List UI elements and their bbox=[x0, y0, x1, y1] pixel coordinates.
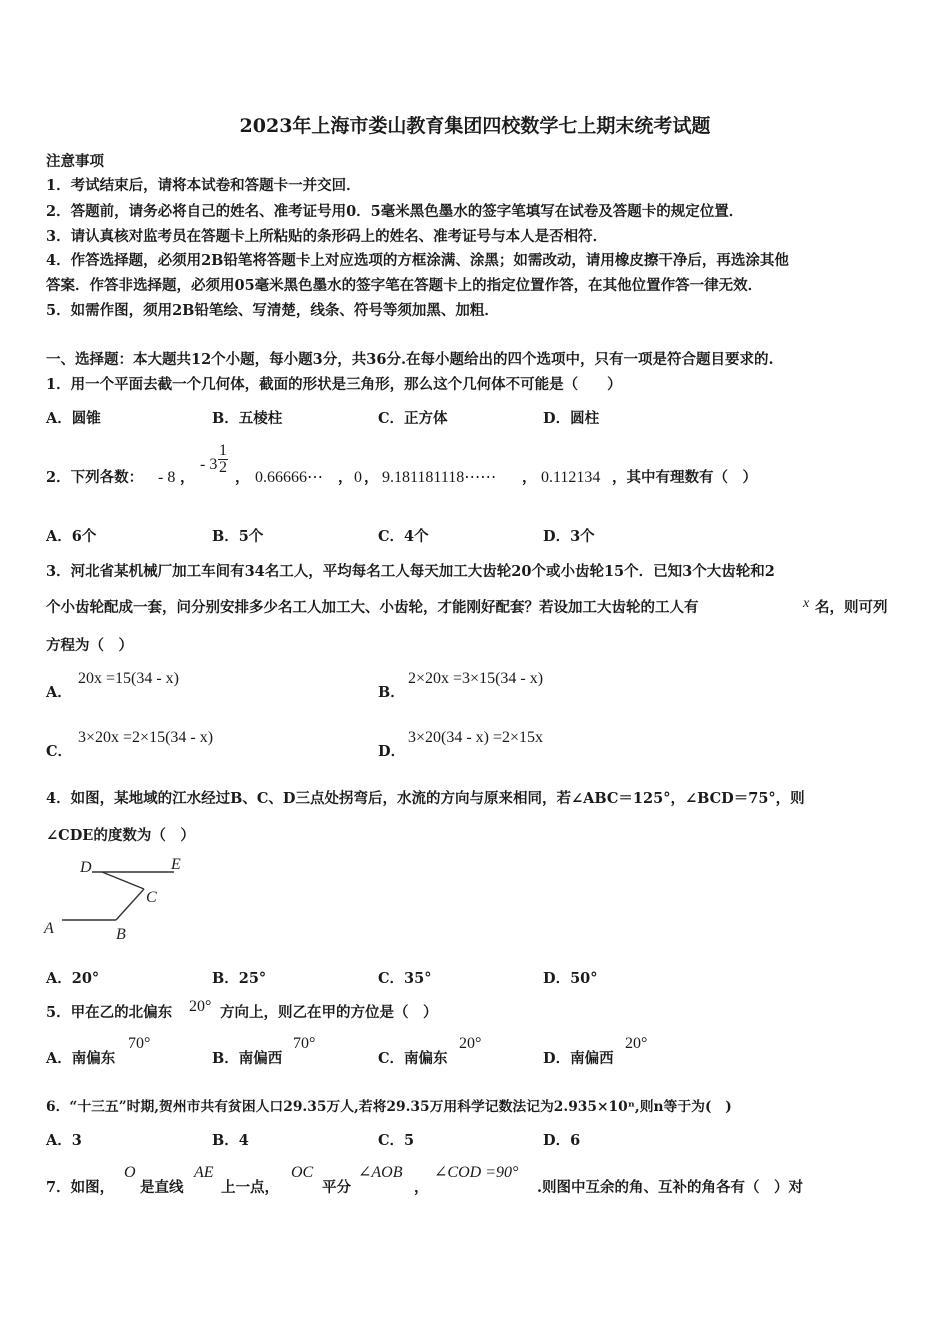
question-7-angle: ∠COD =90° bbox=[434, 1164, 519, 1181]
question-3-option-b-equation: 2×20x =3×15(34 - x) bbox=[408, 670, 544, 687]
question-3-option-a-equation: 20x =15(34 - x) bbox=[78, 670, 180, 687]
question-2-number: 9.181181118⋯⋯ bbox=[382, 469, 497, 486]
question-2-separator: ， bbox=[364, 469, 379, 486]
question-3-variable: x bbox=[803, 596, 810, 611]
segment-dc bbox=[102, 872, 144, 889]
question-2-prefix: 2．下列各数： bbox=[46, 469, 144, 486]
question-3-option-c-equation: 3×20x =2×15(34 - x) bbox=[78, 729, 214, 746]
section-heading: 一、选择题：本大题共12个小题，每小题3分，共36分.在每小题给出的四个选项中，只有一项是符合题目要求的. bbox=[46, 351, 774, 368]
question-5-option-d-angle: 20° bbox=[625, 1035, 648, 1052]
label-e: E bbox=[171, 856, 181, 873]
question-3-line: 3．河北省某机械厂加工车间有34名工人，平均每名工人每天加工大齿轮20个或小齿轮15个．已知3个大齿轮和2 bbox=[46, 563, 775, 580]
question-3-line: 个小齿轮配成一套，问分别安排多少名工人加工大、小齿轮，才能刚好配套？若设加工大齿轮的工人有 bbox=[46, 599, 699, 616]
question-3-option-b-label: B． bbox=[378, 684, 405, 701]
question-2-suffix: ，其中有理数有（ ） bbox=[612, 469, 757, 486]
question-6-option-d: D．6 bbox=[543, 1132, 581, 1149]
question-1-option-d: D．圆柱 bbox=[543, 410, 600, 427]
question-6-option-c: C．5 bbox=[378, 1132, 415, 1149]
question-7-text: 平分 bbox=[322, 1179, 351, 1196]
question-1-option-c: C．正方体 bbox=[378, 410, 448, 427]
question-2-separator: ， bbox=[338, 469, 353, 486]
question-3-line: 名，则可列 bbox=[815, 599, 888, 616]
question-4-line: 4．如图，某地域的江水经过B、C、D三点处拐弯后，水流的方向与原来相同，若∠ABC＝125°，∠BCD＝75°，则 bbox=[46, 790, 805, 807]
notice-item: 4．作答选择题，必须用2B铅笔将答题卡上对应选项的方框涂满、涂黑；如需改动，请用橡皮擦干净后，再选涂其他 bbox=[46, 252, 789, 269]
question-2-number: 0 bbox=[354, 469, 362, 486]
notice-item: 1．考试结束后，请将本试卷和答题卡一并交回． bbox=[46, 177, 361, 194]
question-5-option-d: D．南偏西 bbox=[543, 1050, 614, 1067]
question-2-number: - 8 bbox=[158, 469, 176, 486]
question-5-option-b-angle: 70° bbox=[293, 1035, 316, 1052]
fraction-denominator: 2 bbox=[219, 459, 227, 476]
question-3-option-d-equation: 3×20(34 - x) =2×15x bbox=[408, 729, 544, 746]
question-3-line: 方程为（ ） bbox=[46, 637, 133, 654]
question-7-ray: OC bbox=[291, 1164, 314, 1181]
notice-heading: 注意事项 bbox=[46, 153, 104, 170]
question-2-separator: ， bbox=[235, 469, 250, 486]
label-a: A bbox=[44, 920, 54, 937]
question-5-option-b: B．南偏西 bbox=[212, 1050, 283, 1067]
question-7-angle: ∠AOB bbox=[358, 1164, 403, 1181]
question-2-number: 0.112134 bbox=[541, 469, 601, 486]
question-1-option-a: A．圆锥 bbox=[46, 410, 101, 427]
question-2-option-d: D．3个 bbox=[543, 528, 595, 545]
question-2-fraction bbox=[218, 443, 228, 476]
segment-cb bbox=[116, 889, 144, 920]
question-3-option-c-label: C． bbox=[46, 743, 73, 760]
question-2-mixed-whole: - 3 bbox=[200, 456, 218, 473]
question-5-option-c: C．南偏东 bbox=[378, 1050, 448, 1067]
question-7-text: ， bbox=[414, 1179, 429, 1196]
question-5-option-c-angle: 20° bbox=[459, 1035, 482, 1052]
notice-item: 3．请认真核对监考员在答题卡上所粘贴的条形码上的姓名、准考证号与本人是否相符． bbox=[46, 228, 608, 245]
question-3-option-a-label: A． bbox=[46, 684, 72, 701]
question-4-option-a: A．20° bbox=[46, 970, 100, 987]
question-7-text: 是直线 bbox=[140, 1179, 184, 1196]
question-4-option-d: D．50° bbox=[543, 970, 598, 987]
question-5-option-a: A．南偏东 bbox=[46, 1050, 116, 1067]
notice-item: 答案．作答非选择题，必须用05毫米黑色墨水的签字笔在答题卡上的指定位置作答，在其他位置作答一律无效． bbox=[46, 277, 763, 294]
question-7-text: 7．如图， bbox=[46, 1179, 115, 1196]
notice-item: 5．如需作图，须用2B铅笔绘、写清楚，线条、符号等须加黑、加粗． bbox=[46, 302, 499, 319]
question-7-text: 上一点， bbox=[221, 1179, 279, 1196]
question-4-line: ∠CDE的度数为（ ） bbox=[46, 827, 195, 844]
question-1-stem: 1．用一个平面去截一个几何体，截面的形状是三角形，那么这个几何体不可能是（ ） bbox=[46, 376, 622, 393]
question-4-option-c: C．35° bbox=[378, 970, 432, 987]
question-3-option-d-label: D． bbox=[378, 743, 406, 760]
label-d: D bbox=[80, 859, 92, 876]
question-2-option-a: A．6个 bbox=[46, 528, 97, 545]
label-b: B bbox=[116, 926, 126, 943]
question-6-stem: 6．“十三五”时期,贺州市共有贫困人口29.35万人,若将29.35万用科学记数法记为2.935×10ⁿ,则n等于为( ) bbox=[46, 1099, 732, 1115]
question-2-separator: ， bbox=[522, 469, 537, 486]
notice-item: 2．答题前，请务必将自己的姓名、准考证号用0．5毫米黑色墨水的签字笔填写在试卷及答题卡的规定位置． bbox=[46, 203, 744, 220]
label-c: C bbox=[146, 889, 157, 906]
question-4-option-b: B．25° bbox=[212, 970, 267, 987]
question-5-stem: 方向上，则乙在甲的方位是（ ） bbox=[220, 1004, 438, 1021]
fraction-numerator: 1 bbox=[219, 442, 227, 459]
page-title: 2023年上海市娄山教育集团四校数学七上期末统考试题 bbox=[239, 115, 711, 137]
question-7-point: O bbox=[124, 1164, 136, 1181]
question-2-separator: ， bbox=[180, 469, 195, 486]
question-5-option-a-angle: 70° bbox=[128, 1035, 151, 1052]
question-2-option-c: C．4个 bbox=[378, 528, 429, 545]
river-figure bbox=[40, 850, 200, 950]
question-1-option-b: B．五棱柱 bbox=[212, 410, 283, 427]
question-6-option-b: B．4 bbox=[212, 1132, 249, 1149]
question-2-number: 0.66666⋯ bbox=[255, 469, 323, 486]
question-7-line: AE bbox=[194, 1164, 214, 1181]
question-5-stem: 5．甲在乙的北偏东 bbox=[46, 1004, 173, 1021]
question-2-option-b: B．5个 bbox=[212, 528, 264, 545]
question-5-angle: 20° bbox=[189, 998, 212, 1015]
question-7-text: .则图中互余的角、互补的角各有（ ）对 bbox=[537, 1179, 804, 1196]
question-6-option-a: A．3 bbox=[46, 1132, 82, 1149]
